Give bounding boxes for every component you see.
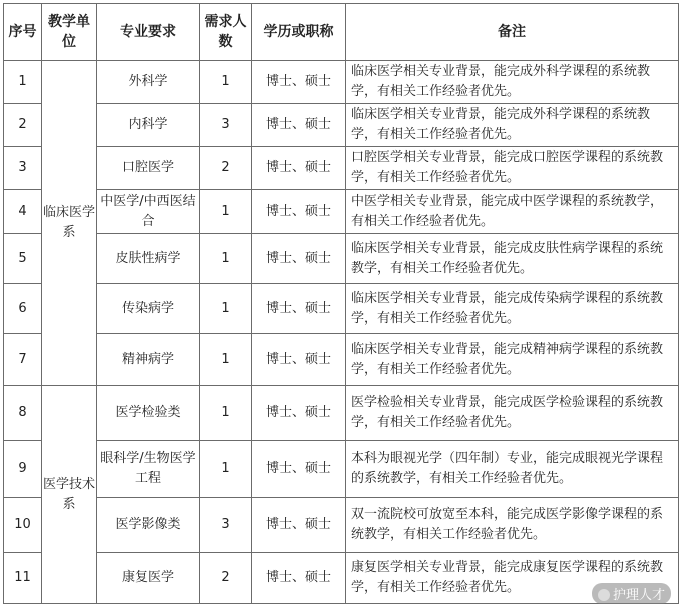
cell-note: 临床医学相关专业背景，能完成外科学课程的系统教学，有相关工作经验者优先。 (346, 61, 679, 104)
cell-major: 眼科学/生物医学工程 (97, 441, 200, 498)
header-seq: 序号 (4, 4, 42, 61)
cell-count: 2 (200, 553, 252, 604)
cell-count: 1 (200, 234, 252, 284)
cell-major: 精神病学 (97, 334, 200, 386)
cell-major: 外科学 (97, 61, 200, 104)
cell-seq: 1 (4, 61, 42, 104)
cell-degree: 博士、硕士 (252, 234, 346, 284)
watermark-text: 护理人才 (612, 588, 665, 603)
cell-seq: 11 (4, 553, 42, 604)
cell-degree: 博士、硕士 (252, 190, 346, 234)
cell-seq: 10 (4, 498, 42, 553)
table-row (4, 498, 679, 553)
table-row (4, 334, 679, 386)
table-row (4, 441, 679, 498)
cell-degree: 博士、硕士 (252, 104, 346, 147)
table-row (4, 61, 679, 104)
cell-major: 医学检验类 (97, 386, 200, 441)
cell-unit-technology: 医学技术系 (42, 386, 97, 604)
table-row (4, 234, 679, 284)
table-row (4, 386, 679, 441)
watermark (592, 583, 671, 604)
cell-seq: 8 (4, 386, 42, 441)
cell-count: 1 (200, 61, 252, 104)
table-row (4, 104, 679, 147)
cell-count: 2 (200, 147, 252, 190)
table-row (4, 190, 679, 234)
cell-seq: 9 (4, 441, 42, 498)
table-row (4, 147, 679, 190)
cell-seq: 6 (4, 284, 42, 334)
cell-count: 1 (200, 284, 252, 334)
cell-degree: 博士、硕士 (252, 441, 346, 498)
header-major: 专业要求 (97, 4, 200, 61)
cell-unit-clinical: 临床医学系 (42, 61, 97, 386)
wechat-icon (598, 589, 610, 601)
cell-note: 本科为眼视光学（四年制）专业，能完成眼视光学课程的系统教学，有相关工作经验者优先。 (346, 441, 679, 498)
cell-count: 1 (200, 190, 252, 234)
cell-note: 康复医学相关专业背景，能完成康复医学课程的系统教学，有相关工作经验者优先。 (346, 553, 679, 604)
cell-count: 1 (200, 386, 252, 441)
header-unit: 教学单位 (42, 4, 97, 61)
cell-seq: 3 (4, 147, 42, 190)
cell-degree: 博士、硕士 (252, 386, 346, 441)
cell-note: 双一流院校可放宽至本科，能完成医学影像学课程的系统教学，有相关工作经验者优先。 (346, 498, 679, 553)
cell-degree: 博士、硕士 (252, 334, 346, 386)
cell-degree: 博士、硕士 (252, 61, 346, 104)
cell-seq: 4 (4, 190, 42, 234)
cell-degree: 博士、硕士 (252, 553, 346, 604)
cell-degree: 博士、硕士 (252, 147, 346, 190)
header-degree: 学历或职称 (252, 4, 346, 61)
table-row (4, 553, 679, 604)
cell-note: 临床医学相关专业背景，能完成外科学课程的系统教学，有相关工作经验者优先。 (346, 104, 679, 147)
cell-note: 中医学相关专业背景，能完成中医学课程的系统教学，有相关工作经验者优先。 (346, 190, 679, 234)
cell-count: 3 (200, 498, 252, 553)
recruitment-table (3, 3, 679, 604)
header-count: 需求人数 (200, 4, 252, 61)
cell-major: 内科学 (97, 104, 200, 147)
cell-count: 3 (200, 104, 252, 147)
cell-major: 康复医学 (97, 553, 200, 604)
cell-major: 中医学/中西医结合 (97, 190, 200, 234)
cell-note: 医学检验相关专业背景，能完成医学检验课程的系统教学，有相关工作经验者优先。 (346, 386, 679, 441)
cell-major: 皮肤性病学 (97, 234, 200, 284)
cell-note: 临床医学相关专业背景，能完成传染病学课程的系统教学，有相关工作经验者优先。 (346, 284, 679, 334)
cell-note: 口腔医学相关专业背景，能完成口腔医学课程的系统教学，有相关工作经验者优先。 (346, 147, 679, 190)
cell-count: 1 (200, 441, 252, 498)
table-row (4, 284, 679, 334)
cell-major: 医学影像类 (97, 498, 200, 553)
header-row (4, 4, 679, 61)
cell-note: 临床医学相关专业背景，能完成皮肤性病学课程的系统教学，有相关工作经验者优先。 (346, 234, 679, 284)
header-note: 备注 (346, 4, 679, 61)
cell-seq: 5 (4, 234, 42, 284)
cell-seq: 7 (4, 334, 42, 386)
cell-seq: 2 (4, 104, 42, 147)
cell-degree: 博士、硕士 (252, 498, 346, 553)
cell-major: 口腔医学 (97, 147, 200, 190)
cell-major: 传染病学 (97, 284, 200, 334)
cell-degree: 博士、硕士 (252, 284, 346, 334)
cell-count: 1 (200, 334, 252, 386)
cell-note: 临床医学相关专业背景，能完成精神病学课程的系统教学，有相关工作经验者优先。 (346, 334, 679, 386)
